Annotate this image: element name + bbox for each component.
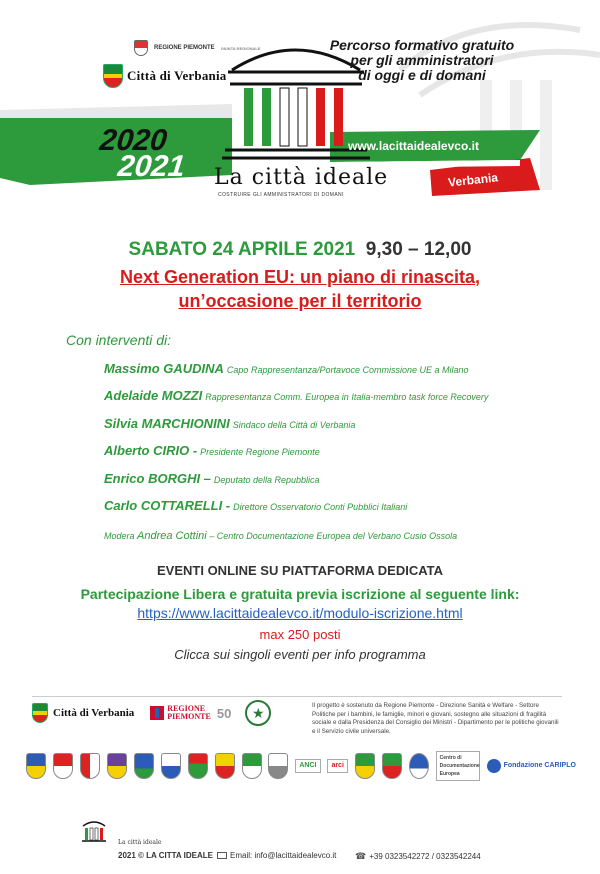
- republic-emblem-icon: [134, 40, 148, 56]
- moderator-role: – Centro Documentazione Europea del Verbano Cusio Ossola: [209, 531, 458, 541]
- municipality-crest-icon: [80, 753, 100, 779]
- speaker-name: Alberto CIRIO -: [104, 443, 198, 459]
- partner-logos-strip: [26, 748, 576, 784]
- footer-phone: [355, 851, 481, 862]
- municipality-crest-icon: [107, 753, 127, 779]
- speaker-role: Rappresentanza Comm. Europea in Italia-membro task force Recovery: [205, 392, 489, 403]
- moderator-line: [104, 530, 457, 542]
- headline-line-1: Percorso formativo gratuito: [329, 37, 515, 53]
- headline-line-2: per gli amministratori: [350, 52, 494, 68]
- course-headline: [312, 38, 532, 83]
- participation-notice: Partecipazione Libera e gratuita previa iscrizione al seguente link:: [80, 586, 520, 602]
- registration-link[interactable]: https://www.lacittaidealevco.it/modulo-iscrizione.html: [137, 605, 463, 621]
- online-notice: EVENTI ONLINE SU PIATTAFORMA DEDICATA: [157, 563, 443, 578]
- speakers-list: [104, 360, 564, 524]
- speaker-item: [104, 387, 564, 414]
- year-start: 2020: [98, 124, 169, 157]
- speaker-item: [104, 470, 564, 497]
- brand-name: La città ideale: [214, 165, 389, 190]
- temple-logo-icon: [80, 818, 108, 846]
- speaker-item: [104, 442, 564, 469]
- speaker-item: [104, 360, 564, 387]
- event-time: 9,30 – 12,00: [365, 239, 472, 260]
- speaker-role: Capo Rappresentanza/Portavoce Commissione UE a Milano: [226, 365, 469, 375]
- banner-website: www.lacittaidealevco.it: [348, 139, 479, 153]
- cariplo-icon: [487, 759, 501, 773]
- event-date-time: [0, 239, 600, 261]
- headline-line-3: di oggi e di domani: [358, 67, 486, 83]
- click-info: Clicca sui singoli eventi per info programma: [174, 647, 426, 662]
- speaker-name: Silvia MARCHIONINI: [104, 415, 230, 431]
- city-tag: Verbania: [447, 170, 499, 190]
- italian-republic-emblem-icon: ★: [245, 700, 271, 726]
- event-title-line-2: un’occasione per il territorio: [178, 291, 422, 311]
- year-end: 2021: [116, 150, 187, 183]
- speaker-role: Presidente Regione Piemonte: [200, 447, 320, 458]
- fondazione-cariplo-logo: [487, 759, 576, 773]
- region-text: [167, 705, 211, 721]
- city-crest-icon: [32, 703, 48, 723]
- city-crest-icon: [103, 64, 123, 88]
- region-logo: [150, 705, 211, 721]
- anci-logo: ANCI: [295, 759, 320, 773]
- region-logo-text: REGIONE PIEMONTE: [154, 44, 215, 51]
- phone-text: +39 0323542272 / 0323542244: [369, 852, 481, 861]
- speaker-role: Deputato della Repubblica: [213, 474, 320, 485]
- city-logo: [103, 64, 226, 88]
- moderator-name: Andrea Cottini: [137, 530, 207, 542]
- email-text[interactable]: Email: info@lacittaidealevco.it: [230, 851, 337, 860]
- municipality-crest-icon: [242, 753, 262, 779]
- speaker-name: Carlo COTTARELLI -: [104, 497, 231, 513]
- municipality-crest-icon: [215, 753, 235, 779]
- phone-icon: ☎: [355, 851, 367, 861]
- region-flag-icon: [150, 706, 164, 720]
- municipality-crest-icon: [268, 753, 288, 779]
- municipality-crest-icon: [188, 753, 208, 779]
- region-line-2: PIEMONTE: [167, 712, 211, 721]
- institutional-logos: [134, 40, 260, 56]
- speaker-role: Sindaco della Città di Verbania: [232, 419, 356, 430]
- cde-logo: Centro di Documentazione Europea: [436, 751, 480, 781]
- speaker-item: [104, 415, 564, 442]
- speakers-intro: Con interventi di:: [66, 332, 172, 348]
- partner-divider: [32, 696, 562, 697]
- footer-brand: [80, 818, 161, 846]
- speaker-item: [104, 497, 564, 524]
- speaker-name: Adelaide MOZZI: [104, 388, 203, 404]
- municipality-crest-icon: [26, 753, 46, 779]
- cariplo-text: Fondazione CARIPLO: [503, 762, 576, 769]
- footer-email: [217, 851, 336, 860]
- brand-subtitle: COSTRUIRE GLI AMMINISTRATORI DI DOMANI: [218, 192, 344, 198]
- speaker-name: Enrico BORGHI –: [104, 470, 211, 486]
- giunta-logo-text: GIUNTA REGIONALE: [220, 45, 261, 51]
- anniversary-logo: 50: [216, 705, 232, 721]
- speaker-name: Massimo GAUDINA: [104, 361, 224, 376]
- event-title: [0, 265, 600, 313]
- municipality-crest-icon: [161, 753, 181, 779]
- arci-logo: arci: [327, 759, 347, 773]
- europe-logo-icon: [409, 753, 429, 779]
- association-logo-icon: [355, 753, 375, 779]
- support-statement: Il progetto è sostenuto da Regione Piemonte - Direzione Sanità e Welfare - Settore Politiche per i bambini, le famiglie, minori e giovani, sostegno alle situazioni di fragilità sociale e dalla Presidenza del Consiglio dei Ministri - Dipartimento per le politiche giovanili e il Servizio civile universale.: [312, 702, 559, 735]
- event-date: SABATO 24 APRILE 2021: [128, 239, 356, 260]
- region-line-1: REGIONE: [167, 704, 206, 713]
- piemonte-logo-icon: [382, 753, 402, 779]
- envelope-icon: [217, 852, 227, 859]
- municipality-crest-icon: [53, 753, 73, 779]
- event-title-line-1: Next Generation EU: un piano di rinascita,: [119, 267, 481, 287]
- partner-logos-primary: [32, 700, 281, 726]
- moderator-label: Modera: [104, 531, 135, 541]
- copyright: 2021 © LA CITTA IDEALE: [118, 851, 213, 860]
- max-seats: max 250 posti: [259, 627, 341, 642]
- partner-city: Città di Verbania: [53, 707, 135, 719]
- header-banner: [0, 0, 600, 225]
- speaker-role: Direttore Osservatorio Conti Pubblici Italiani: [233, 501, 408, 512]
- municipality-crest-icon: [134, 753, 154, 779]
- footer-brand-name: La città ideale: [118, 839, 162, 846]
- city-name: Città di Verbania: [127, 68, 227, 83]
